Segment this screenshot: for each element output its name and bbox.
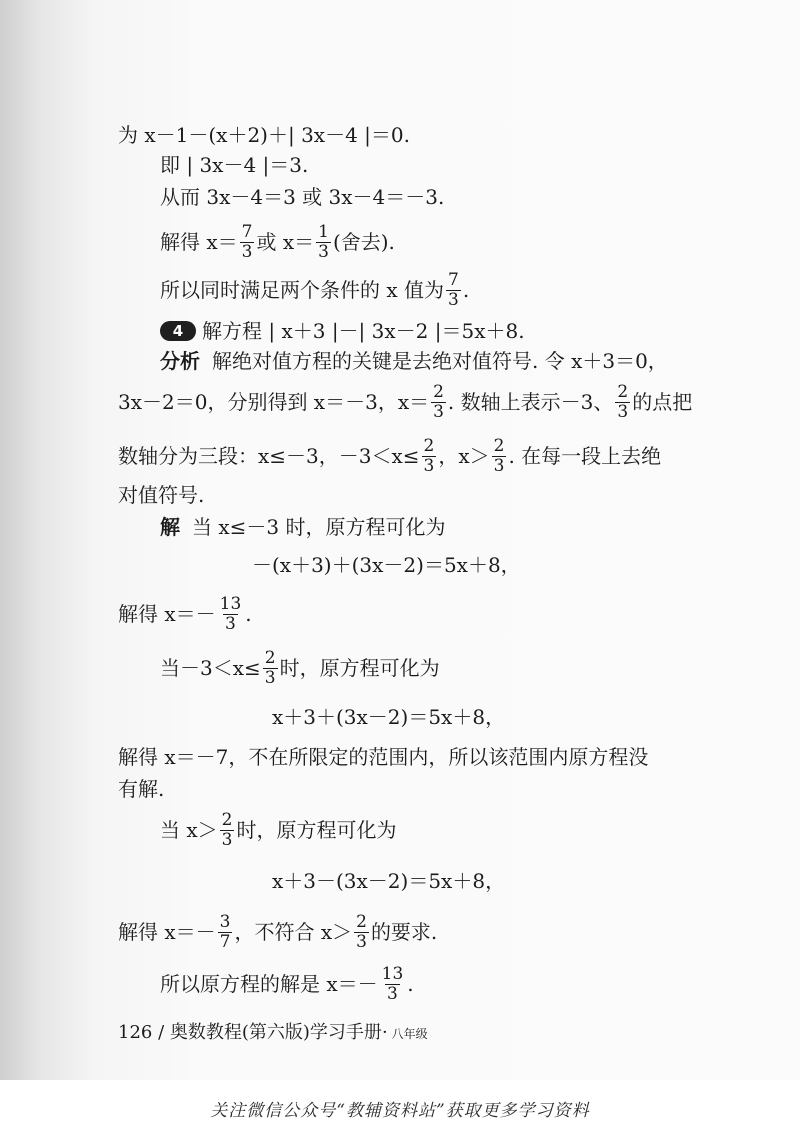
text: 解得 x＝－7，不在所限定的范围内，所以该范围内原方程没 xyxy=(118,745,649,769)
solution-line-7 xyxy=(118,776,164,802)
text: 的要求. xyxy=(370,920,438,944)
text: 的点把 xyxy=(632,390,693,414)
analysis-line-2 xyxy=(118,382,692,422)
solution-line-10 xyxy=(118,912,437,952)
fraction: $\frac{7}{3}$ xyxy=(448,269,459,310)
text: 解得 x＝－ xyxy=(118,920,216,944)
text: . xyxy=(245,602,252,626)
text: 解绝对值方程的关键是去绝对值符号. 令 x＋3＝0， xyxy=(212,349,668,373)
fraction: $\frac{1}{3}$ xyxy=(318,221,329,262)
text: (舍去). xyxy=(332,230,395,254)
text: 从而 3x－4＝3 或 3x－4＝－3. xyxy=(160,185,445,209)
fraction: $\frac{2}{3}$ xyxy=(221,809,233,850)
text-line-5 xyxy=(160,270,469,310)
text: . xyxy=(462,278,470,302)
text: 即 | 3x－4 |＝3. xyxy=(160,153,309,177)
text: . xyxy=(407,972,414,996)
text: 有解. xyxy=(118,777,165,801)
book-title: 奥数教程(第六版)学习手册 xyxy=(169,1022,382,1043)
text: 当 x＞ xyxy=(160,818,218,842)
text: 时，原方程可化为 xyxy=(279,656,440,680)
text: 数轴分为三段：x≤－3，－3＜x≤ xyxy=(118,444,420,468)
fraction: $\frac{2}{3}$ xyxy=(617,381,629,422)
text: 为 x－1－(x＋2)＋| 3x－4 |＝0. xyxy=(118,123,410,147)
example-problem xyxy=(160,318,525,344)
solution-line-4 xyxy=(160,648,440,688)
analysis-line-4 xyxy=(118,482,204,508)
text: . 在每一段上去绝 xyxy=(508,444,662,468)
analysis-line-1 xyxy=(160,348,668,374)
equation-2 xyxy=(272,704,505,730)
text: 所以同时满足两个条件的 x 值为 xyxy=(160,278,444,302)
solution-line-3 xyxy=(118,594,252,634)
text: 或 x＝ xyxy=(256,230,315,254)
solution-line-6 xyxy=(118,744,648,770)
page-footer xyxy=(118,1018,428,1044)
analysis-line-3 xyxy=(118,436,661,476)
fraction: $\frac{2}{3}$ xyxy=(433,381,444,422)
watermark-text: 关注微信公众号“教辅资料站”获取更多学习资料 xyxy=(210,1101,590,1121)
text: ，不符合 x＞ xyxy=(234,920,353,944)
equation-3 xyxy=(272,868,505,894)
text: . 数轴上表示－3、 xyxy=(447,390,614,414)
analysis-label: 分析 xyxy=(160,349,200,373)
fraction: $\frac{3}{7}$ xyxy=(219,911,231,952)
fraction: $\frac{2}{3}$ xyxy=(493,435,505,476)
text-line-4 xyxy=(160,222,395,262)
text-line-2 xyxy=(160,152,308,178)
text: 3x－2＝0，分别得到 x＝－3，x＝ xyxy=(118,390,430,414)
text: 时，原方程可化为 xyxy=(236,818,397,842)
fraction: $\frac{13}{3}$ xyxy=(219,593,242,634)
text: 解得 x＝－ xyxy=(118,602,216,626)
fraction: $\frac{2}{3}$ xyxy=(356,911,367,952)
text: 对值符号. xyxy=(118,483,205,507)
solution-label: 解 xyxy=(160,515,180,539)
text: 当－3＜x≤ xyxy=(160,656,261,680)
fraction: $\frac{2}{3}$ xyxy=(264,647,276,688)
equation: x＋3－(3x－2)＝5x＋8， xyxy=(272,869,506,893)
problem-text: 解方程 | x＋3 |－| 3x－2 |＝5x＋8. xyxy=(202,319,525,343)
separator-dot: · xyxy=(381,1022,388,1043)
equation-1 xyxy=(252,552,521,578)
grade-label: 八年级 xyxy=(391,1027,428,1041)
fraction: $\frac{13}{3}$ xyxy=(381,963,404,1004)
text-line-1 xyxy=(118,122,410,148)
example-number-badge: 4 xyxy=(160,321,196,341)
text: 当 x≤－3 时，原方程可化为 xyxy=(192,515,446,539)
text: 解得 x＝ xyxy=(160,230,238,254)
text: ，x＞ xyxy=(438,444,490,468)
fraction: $\frac{2}{3}$ xyxy=(423,435,435,476)
solution-line-11 xyxy=(160,964,414,1004)
solution-line-8 xyxy=(160,810,396,850)
text-line-3 xyxy=(160,184,444,210)
text: 所以原方程的解是 x＝－ xyxy=(160,972,378,996)
solution-line-1 xyxy=(160,514,445,540)
fraction: $\frac{7}{3}$ xyxy=(241,221,253,262)
page-number: 126 / xyxy=(118,1022,165,1043)
equation: －(x＋3)＋(3x－2)＝5x＋8， xyxy=(252,553,521,577)
equation: x＋3＋(3x－2)＝5x＋8， xyxy=(272,705,506,729)
